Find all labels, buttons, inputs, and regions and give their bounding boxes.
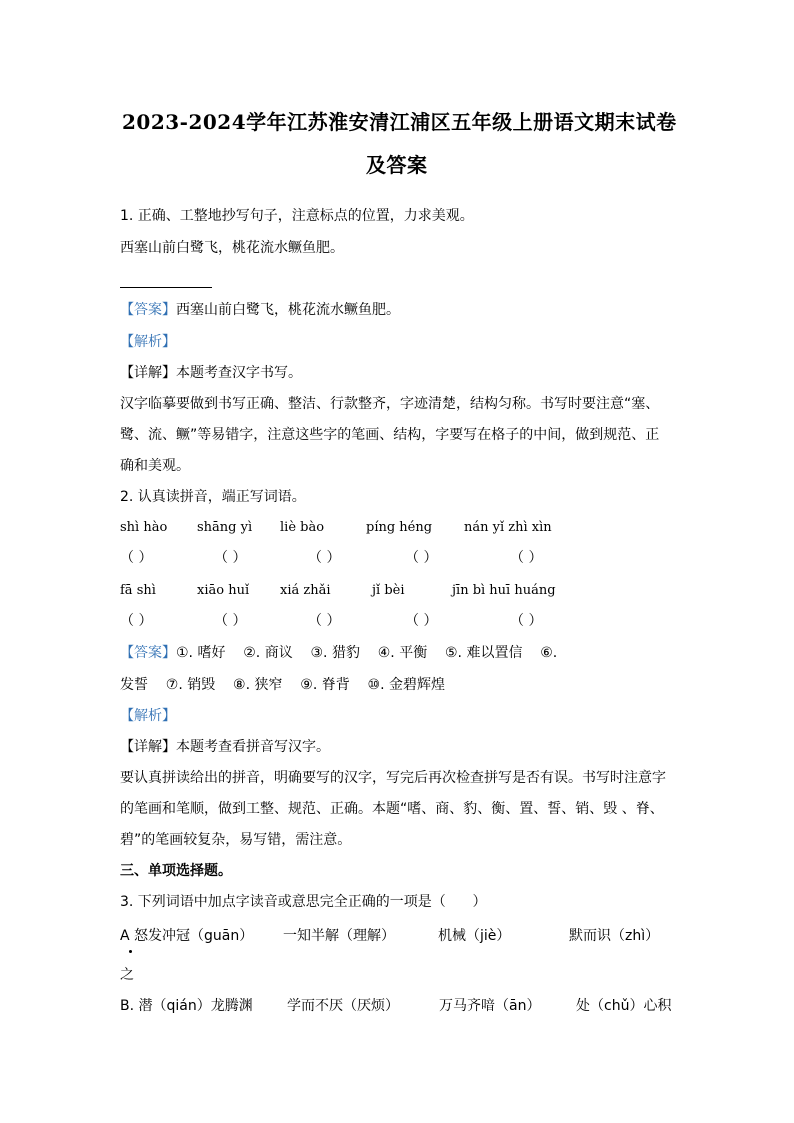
- pinyin-item: shì hào: [120, 520, 168, 535]
- answer-bracket: （ ）: [308, 550, 341, 566]
- explanation-line: 汉字临摹要做到书写正确、整洁、行款整齐，字迹清楚，结构匀称。书写时要注意“塞、: [120, 396, 660, 412]
- analysis-label: 【解析】: [120, 334, 176, 350]
- option-a-item: A 怒发冲冠（guān）: [120, 928, 254, 944]
- question-3-prompt: 3. 下列词语中加点字读音或意思完全正确的一项是（ ）: [120, 894, 487, 910]
- explanation-line: 的笔画和笔顺，做到工整、规范、正确。本题“嗜、商、豹、衡、置、誓、销、毁 、脊、: [120, 801, 664, 817]
- option-a-item: 默而识（zhì）: [569, 928, 660, 944]
- answer-bracket: （ ）: [120, 550, 153, 566]
- pinyin-item: shāng yì: [197, 520, 253, 535]
- explanation-line: 鹭、流、鳜”等易错字，注意这些字的笔画、结构，字要写在格子的中间，做到规范、正: [120, 427, 660, 443]
- option-b-item: 学而不厌（厌烦）: [287, 998, 399, 1014]
- answer-bracket: （ ）: [308, 613, 341, 629]
- detail-text: 本题考查汉字书写。: [176, 365, 302, 381]
- answer-blank-line: [120, 287, 212, 288]
- pinyin-item: jīn bì huī huáng: [452, 583, 556, 598]
- answer-text: ①. 嗜好 ②. 商议 ③. 猎豹 ④. 平衡 ⑤. 难以置信 ⑥.: [176, 645, 558, 661]
- pinyin-item: xiāo huǐ: [197, 583, 250, 598]
- option-a-item: 一知半解（理解）: [283, 928, 395, 944]
- answer-bracket: （ ）: [405, 550, 438, 566]
- answer-label: 【答案】: [120, 645, 176, 661]
- section-heading: 三、单项选择题。: [120, 863, 232, 879]
- pinyin-item: xiá zhǎi: [280, 583, 331, 598]
- option-b-item: B. 潜（qián）龙腾渊: [120, 998, 253, 1014]
- option-b-item: 处（chǔ）心积: [576, 998, 672, 1014]
- explanation-line: 确和美观。: [120, 458, 190, 474]
- option-b-item: 万马齐喑（ān）: [439, 998, 541, 1014]
- detail-label: 【详解】: [120, 365, 176, 381]
- question-2-prompt: 2. 认真读拼音，端正写词语。: [120, 489, 306, 505]
- answer-bracket: （ ）: [214, 550, 247, 566]
- pinyin-item: fā shì: [120, 583, 156, 598]
- answer-bracket: （ ）: [405, 613, 438, 629]
- answer-bracket: （ ）: [510, 613, 543, 629]
- page-title: 2023-2024学年江苏淮安清江浦区五年级上册语文期末试卷: [122, 110, 677, 134]
- question-1-prompt: 1. 正确、工整地抄写句子，注意标点的位置，力求美观。: [120, 208, 474, 224]
- page-title-continued: 及答案: [366, 153, 428, 177]
- explanation-line: 要认真拼读给出的拼音，明确要写的汉字，写完后再次检查拼写是否有误。书写时注意字: [120, 770, 666, 786]
- detail-label: 【详解】: [120, 739, 176, 755]
- question-1-sentence: 西塞山前白鹭飞，桃花流水鳜鱼肥。: [120, 240, 344, 256]
- answer-label: 【答案】: [120, 302, 176, 318]
- emphasis-dot: [129, 950, 132, 953]
- analysis-label: 【解析】: [120, 708, 176, 724]
- question-2-answer: [120, 643, 557, 663]
- pinyin-item: liè bào: [280, 520, 325, 535]
- pinyin-item: nán yǐ zhì xìn: [464, 520, 552, 535]
- answer-text: 西塞山前白鹭飞，桃花流水鳜鱼肥。: [176, 302, 400, 318]
- answer-text-continued: 发誓 ⑦. 销毁 ⑧. 狭窄 ⑨. 脊背 ⑩. 金碧辉煌: [120, 677, 446, 693]
- answer-bracket: （ ）: [120, 613, 153, 629]
- pinyin-item: jǐ bèi: [372, 583, 405, 598]
- question-2-detail: [120, 737, 330, 757]
- answer-bracket: （ ）: [214, 613, 247, 629]
- explanation-line: 碧”的笔画较复杂，易写错，需注意。: [120, 832, 352, 848]
- option-a-item: 机械（jiè）: [438, 928, 511, 944]
- detail-text: 本题考查看拼音写汉字。: [176, 739, 330, 755]
- question-1-detail: [120, 363, 302, 383]
- question-1-answer: [120, 300, 400, 320]
- option-a-wrap: 之: [120, 967, 134, 983]
- pinyin-item: píng héng: [366, 520, 433, 535]
- answer-bracket: （ ）: [510, 550, 543, 566]
